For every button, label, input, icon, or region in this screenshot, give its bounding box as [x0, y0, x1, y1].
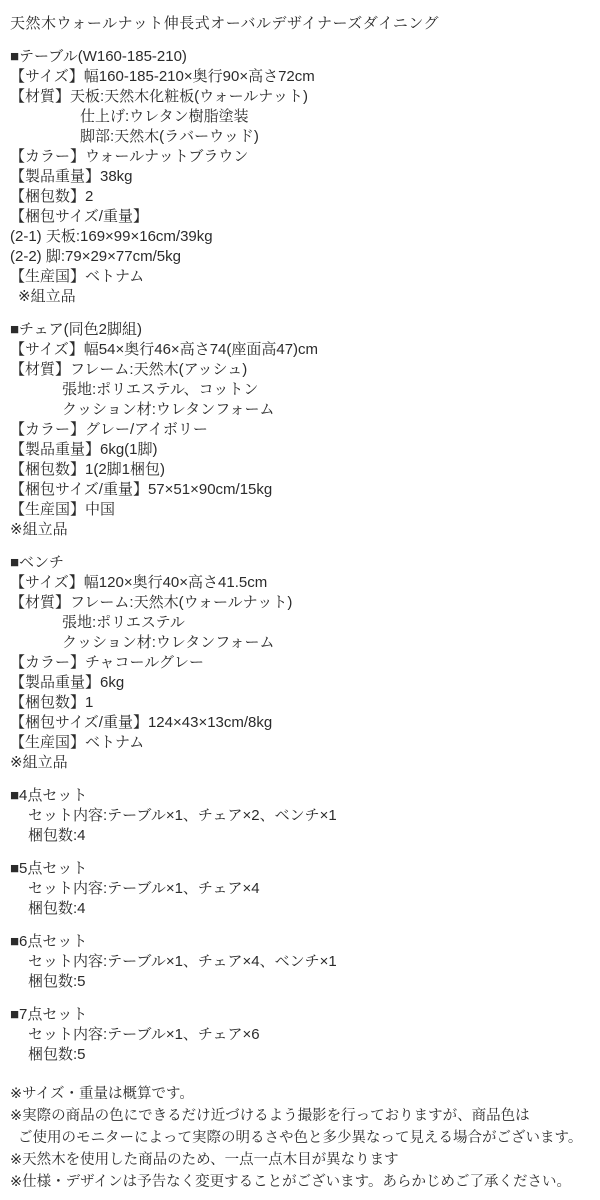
spec-line: 【生産国】中国 [10, 501, 116, 518]
spec-line: 【カラー】グレー/アイボリー [10, 421, 208, 438]
spec-line: 【材質】天板:天然木化粧板(ウォールナット) [10, 88, 308, 105]
spec-line: 【梱包サイズ/重量】124×43×13cm/8kg [10, 714, 273, 731]
product-title: 天然木ウォールナット伸長式オーバルデザイナーズダイニング [10, 15, 440, 32]
spec-line: 【生産国】ベトナム [10, 268, 145, 285]
footer-notes [10, 1083, 598, 1193]
spec-line: クッション材:ウレタンフォーム [62, 401, 275, 418]
note-line: ご使用のモニターによって実際の明るさや色と多少異なって見える場合がございます。 [18, 1130, 583, 1146]
spec-line: クッション材:ウレタンフォーム [62, 634, 275, 651]
section-set-6 [10, 932, 598, 992]
spec-line: 【サイズ】幅160-185-210×奥行90×高さ72cm [10, 68, 315, 85]
spec-line: 【生産国】ベトナム [10, 734, 145, 751]
section-set-5 [10, 859, 598, 919]
spec-line: 【サイズ】幅120×奥行40×高さ41.5cm [10, 574, 268, 591]
spec-line: 張地:ポリエステル [62, 614, 185, 631]
section-bench [10, 553, 598, 773]
spec-sections [10, 47, 598, 1065]
spec-line: 【サイズ】幅54×奥行46×高さ74(座面高47)cm [10, 341, 319, 358]
spec-line: セット内容:テーブル×1、チェア×6 [28, 1026, 260, 1043]
spec-line: (2-1) 天板:169×99×16cm/39kg [10, 228, 213, 245]
spec-line: 梱包数:4 [28, 827, 86, 844]
spec-line: 【梱包数】2 [10, 188, 94, 205]
spec-line: 【梱包数】1 [10, 694, 94, 711]
section-heading: ■4点セット [10, 787, 88, 804]
spec-line: ※組立品 [18, 288, 76, 305]
section-heading: ■チェア(同色2脚組) [10, 321, 142, 338]
note-line: ※天然木を使用した商品のため、一点一点木目が異なります [10, 1152, 399, 1168]
spec-line: 【梱包サイズ/重量】 [10, 208, 148, 225]
spec-line: 【材質】フレーム:天然木(アッシュ) [10, 361, 248, 378]
section-heading: ■テーブル(W160-185-210) [10, 48, 187, 65]
spec-line: セット内容:テーブル×1、チェア×4 [28, 880, 260, 897]
spec-line: (2-2) 脚:79×29×77cm/5kg [10, 248, 181, 265]
spec-line: 脚部:天然木(ラバーウッド) [80, 128, 259, 145]
spec-line: 【梱包サイズ/重量】57×51×90cm/15kg [10, 481, 273, 498]
spec-line: 梱包数:5 [28, 1046, 86, 1063]
note-line: ※仕様・デザインは予告なく変更することがございます。あらかじめご了承ください。 [10, 1174, 571, 1190]
section-heading: ■6点セット [10, 933, 88, 950]
spec-line: 梱包数:5 [28, 973, 86, 990]
section-table [10, 47, 598, 307]
section-set-7 [10, 1005, 598, 1065]
section-heading: ■ベンチ [10, 554, 65, 571]
note-line: ※サイズ・重量は概算です。 [10, 1086, 194, 1102]
spec-line: 【梱包数】1(2脚1梱包) [10, 461, 166, 478]
spec-line: ※組立品 [10, 521, 68, 538]
section-heading: ■7点セット [10, 1006, 88, 1023]
spec-line: セット内容:テーブル×1、チェア×4、ベンチ×1 [28, 953, 337, 970]
spec-line: 仕上げ:ウレタン樹脂塗装 [80, 108, 249, 125]
spec-line: 【カラー】ウォールナットブラウン [10, 148, 249, 165]
spec-line: 梱包数:4 [28, 900, 86, 917]
section-chair [10, 320, 598, 540]
spec-line: 【カラー】チャコールグレー [10, 654, 204, 671]
note-line: ※実際の商品の色にできるだけ近づけるよう撮影を行っておりますが、商品色は [10, 1108, 530, 1124]
spec-line: 【製品重量】6kg(1脚) [10, 441, 158, 458]
spec-line: 【製品重量】38kg [10, 168, 133, 185]
section-heading: ■5点セット [10, 860, 88, 877]
spec-line: 【製品重量】6kg [10, 674, 125, 691]
spec-line: 【材質】フレーム:天然木(ウォールナット) [10, 594, 293, 611]
section-set-4 [10, 786, 598, 846]
spec-line: 張地:ポリエステル、コットン [62, 381, 259, 398]
spec-line: ※組立品 [10, 754, 68, 771]
spec-line: セット内容:テーブル×1、チェア×2、ベンチ×1 [28, 807, 337, 824]
